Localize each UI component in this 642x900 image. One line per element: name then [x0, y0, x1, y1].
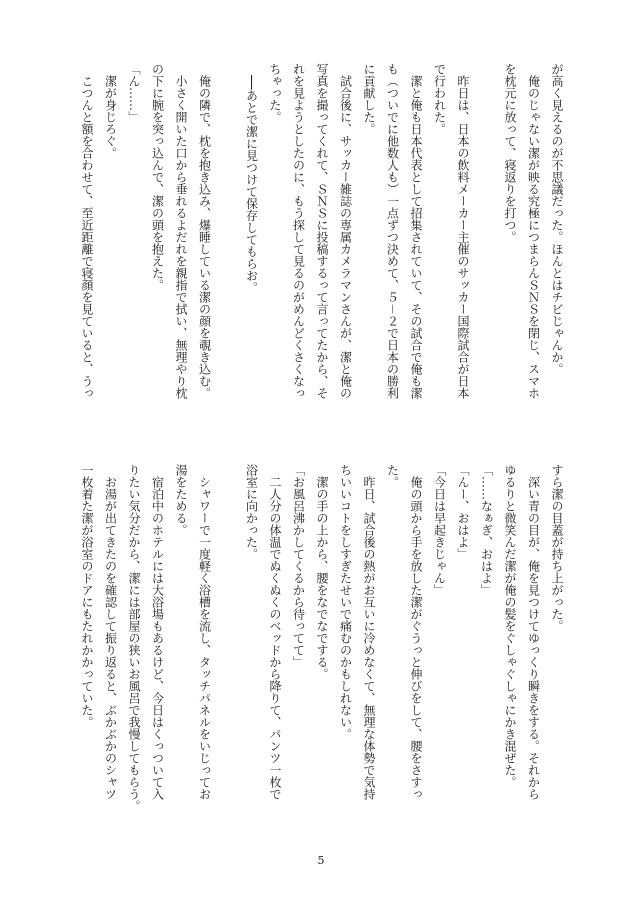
text-line: で行われた。 [432, 63, 447, 135]
text-line: 俺の頭から手を放した潔がぐうっと伸びをして、腰をさすっ [409, 464, 423, 800]
page-number: 5 [317, 854, 325, 867]
text-line: すら潔の目蓋が持ち上がった。 [550, 464, 564, 632]
text-line: 宿泊中のホテルには大浴場もあるけど、今日はくっついて入 [150, 464, 165, 800]
text-line: 一枚着た潔が浴室のドアにもたれかかっていた。 [80, 464, 94, 728]
text-line: も（ついでに他数人も）一点ずつ決めて、５－２で日本の勝利 [385, 63, 400, 400]
text-line: 小さく開いた口から垂れるよだれを親指で拭い、無理やり枕 [174, 63, 188, 399]
text-line: ちいいコトをしすぎたせいで痛むのかもしれない。 [338, 464, 353, 740]
dialogue-line: 「ん……」 [127, 63, 141, 123]
text-line: ちゃった。 [268, 63, 282, 123]
dialogue-line: 「……なぁぎ、おはよ」 [479, 464, 494, 596]
text-line: 俺の隣で、枕を抱き込み、爆睡している潔の顔を覗き込む。 [197, 63, 212, 399]
bottom-text-block [74, 464, 568, 812]
text-line: が高く見えるのが不思議だった。ほんとはチビじゃんか。 [550, 63, 564, 375]
text-line: りたい気分だから、潔には部屋の狭いお風呂で我慢してもらう。 [127, 464, 141, 812]
text-line: シャワーで一度軽く浴槽を流し、タッチパネルをいじってお [197, 464, 212, 800]
text-line: に貢献した。 [362, 63, 376, 135]
text-line: を枕元に放って、寝返りを打つ。 [503, 63, 517, 243]
text-line: 深い青の目が、俺を見つけてゆっくり瞬きをする。それから [526, 464, 541, 800]
text-line: 二人分の体温でぬくぬくのベッドから降りて、パンツ一枚で [268, 464, 282, 800]
text-line: 潔の手の上から、腰をなでなでする。 [315, 464, 329, 680]
text-line: 試合後に、サッカー雑誌の専属カメラマンさんが、潔と俺の [338, 63, 353, 399]
text-line: れを見ようとしたのに、もう探して見るのがめんどくさくなっ [291, 63, 306, 399]
text-line: 潔が身じろぐ。 [103, 63, 118, 159]
text-line: 写真を撮ってくれて、ＳＮＳに投稿するって言ってたから、そ [315, 63, 329, 399]
text-line: 俺のじゃない潔が映る究極につまらんＳＮＳを閉じ、スマホ [526, 63, 541, 399]
text-line: た。 [385, 464, 400, 488]
text-line: ゆるりと微笑んだ潔が俺の髪をぐしゃぐしゃにかき混ぜた。 [503, 464, 517, 788]
text-line: 昨日は、日本の飲料メーカー主催のサッカー国際試合が日本 [456, 63, 470, 399]
top-text-block [74, 63, 568, 399]
text-line: 昨日、試合後の熱がお互いに冷めなくて、無理な体勢で気持 [362, 464, 376, 800]
text-line: の下に腕を突っ込んで、潔の頭を抱えた。 [150, 63, 165, 291]
dialogue-line: 「今日は早起きじゃん」 [432, 464, 447, 596]
dialogue-line: 「お風呂沸かしてくるから待ってて」 [291, 464, 306, 668]
text-line: こつんと額を合わせて、至近距離で寝顔を見ていると、うっ [80, 63, 94, 399]
text-line: 潔と俺も日本代表として招集されていて、その試合で俺も潔 [409, 63, 423, 399]
text-line: ──あとで潔に見つけて保存してもらお。 [244, 63, 259, 294]
text-line: 湯をためる。 [174, 464, 188, 536]
dialogue-line: 「んー、おはよ」 [456, 464, 470, 560]
text-line: お湯が出てきたのを確認して振り返ると、ぶかぶかのシャツ [103, 464, 118, 800]
text-line: 浴室に向かった。 [244, 464, 259, 560]
